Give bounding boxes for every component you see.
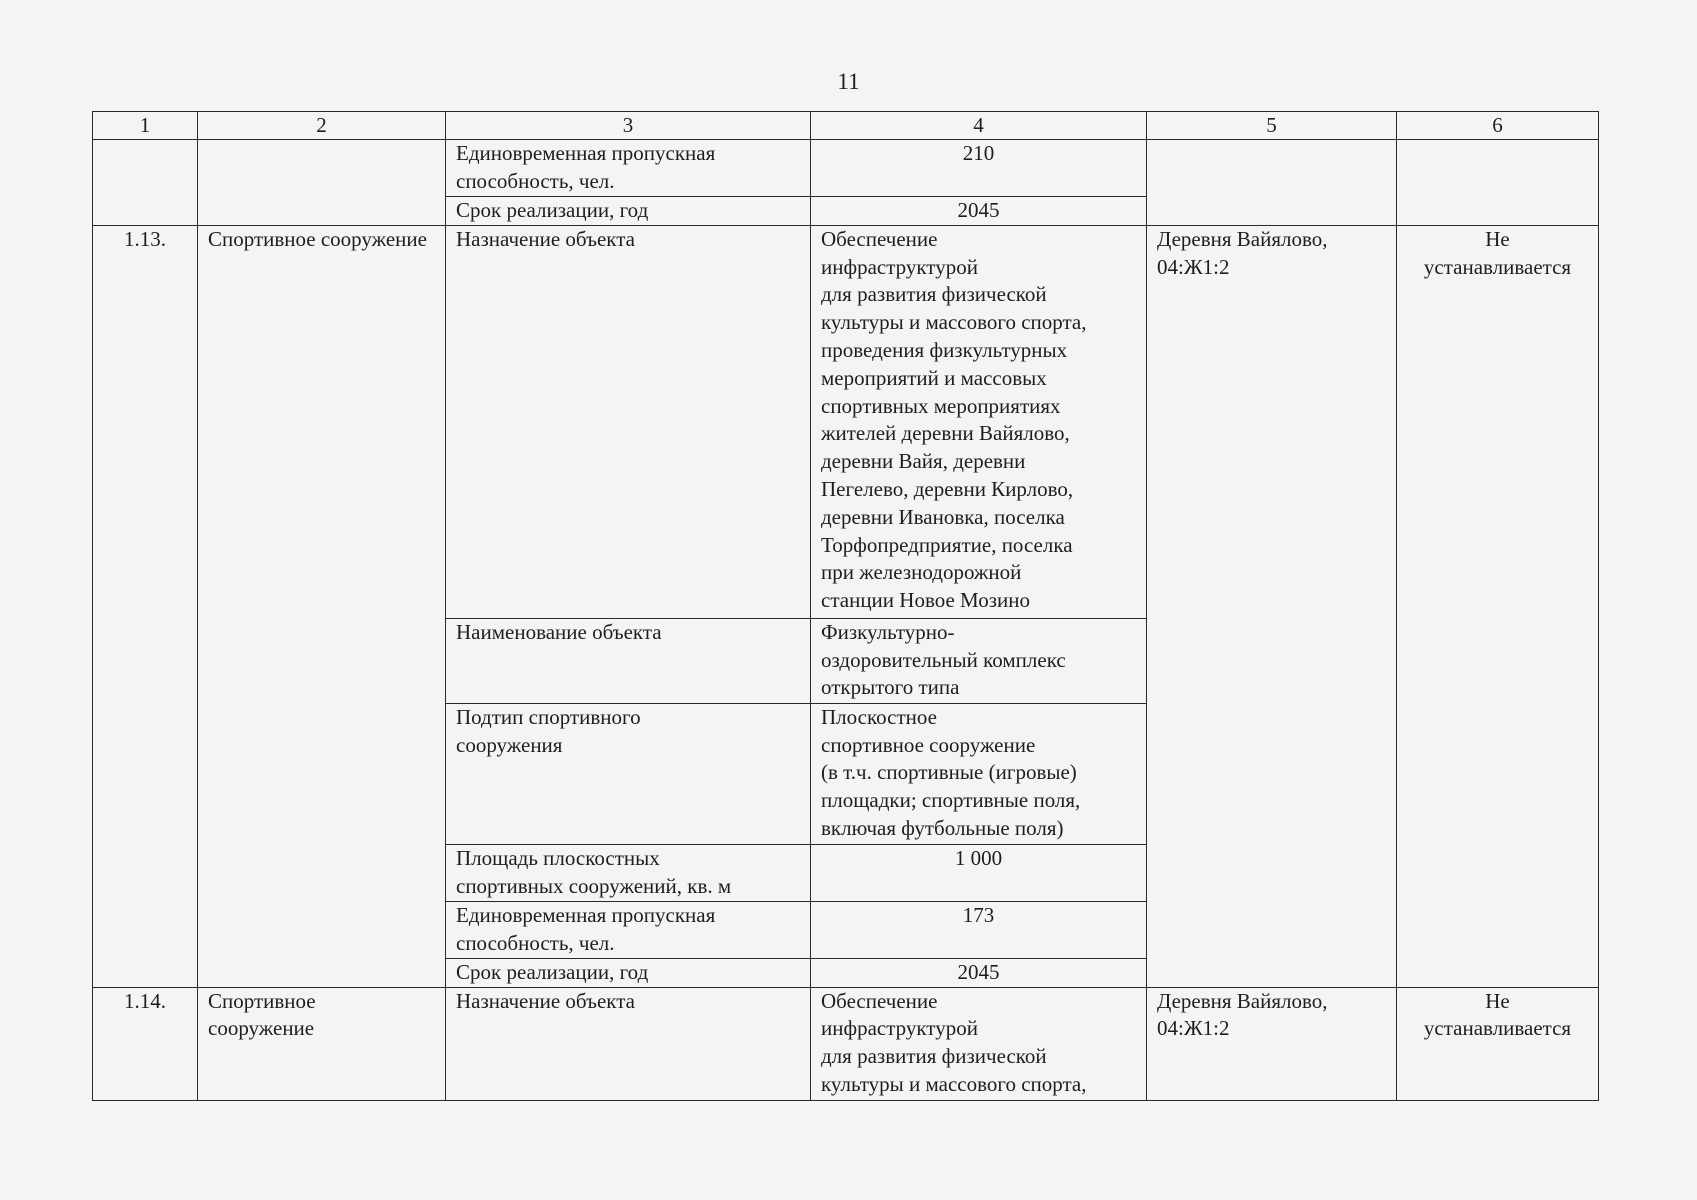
param-label: Наименование объекта <box>446 618 811 703</box>
table-header-row <box>93 112 1599 140</box>
table-row <box>93 987 1599 1100</box>
param-value: 210 <box>811 140 1147 197</box>
cell-empty <box>1397 140 1599 226</box>
objects-table <box>92 111 1599 1101</box>
column-header: 3 <box>446 112 811 140</box>
param-label: Назначение объекта <box>446 225 811 618</box>
param-value: 1 000 <box>811 844 1147 901</box>
param-value: 173 <box>811 901 1147 958</box>
param-value: 2045 <box>811 958 1147 987</box>
item-number: 1.13. <box>93 225 198 987</box>
cell-empty <box>1147 140 1397 226</box>
zone-value: Не устанавливается <box>1397 225 1599 987</box>
param-label: Площадь плоскостных спортивных сооружений, кв. м <box>446 844 811 901</box>
column-header: 5 <box>1147 112 1397 140</box>
page-number: 11 <box>837 69 860 94</box>
object-type: Спортивное сооружение <box>198 987 446 1100</box>
param-label: Срок реализации, год <box>446 197 811 226</box>
column-header: 6 <box>1397 112 1599 140</box>
object-location: Деревня Вайялово, 04:Ж1:2 <box>1147 225 1397 987</box>
column-header: 4 <box>811 112 1147 140</box>
param-value: Плоскостное спортивное сооружение (в т.ч. спортивные (игровые) площадки; спортивные поля, включая футбольные поля) <box>811 703 1147 844</box>
table-row <box>93 225 1599 618</box>
cell-empty <box>198 140 446 226</box>
param-label: Подтип спортивного сооружения <box>446 703 811 844</box>
param-value: Обеспечение инфраструктурой для развития физической культуры и массового спорта, проведения физкультурных мероприятий и массовых спортивных мероприятиях жителей деревни Вайялово, деревни Вайя, деревни Пегелево, деревни Кирлово, деревни Ивановка, поселка Торфопредприятие, поселка при железнодорожной станции Новое Мозино <box>811 225 1147 618</box>
param-label: Единовременная пропускная способность, чел. <box>446 901 811 958</box>
zone-value: Не устанавливается <box>1397 987 1599 1100</box>
param-label: Назначение объекта <box>446 987 811 1100</box>
param-value: Физкультурно- оздоровительный комплекс открытого типа <box>811 618 1147 703</box>
object-type: Спортивное сооружение <box>198 225 446 987</box>
cell-empty <box>93 140 198 226</box>
param-value: 2045 <box>811 197 1147 226</box>
column-header: 1 <box>93 112 198 140</box>
param-label: Единовременная пропускная способность, чел. <box>446 140 811 197</box>
table-row <box>93 140 1599 197</box>
column-header: 2 <box>198 112 446 140</box>
object-location: Деревня Вайялово, 04:Ж1:2 <box>1147 987 1397 1100</box>
param-label: Срок реализации, год <box>446 958 811 987</box>
item-number: 1.14. <box>93 987 198 1100</box>
param-value: Обеспечение инфраструктурой для развития физической культуры и массового спорта, <box>811 987 1147 1100</box>
